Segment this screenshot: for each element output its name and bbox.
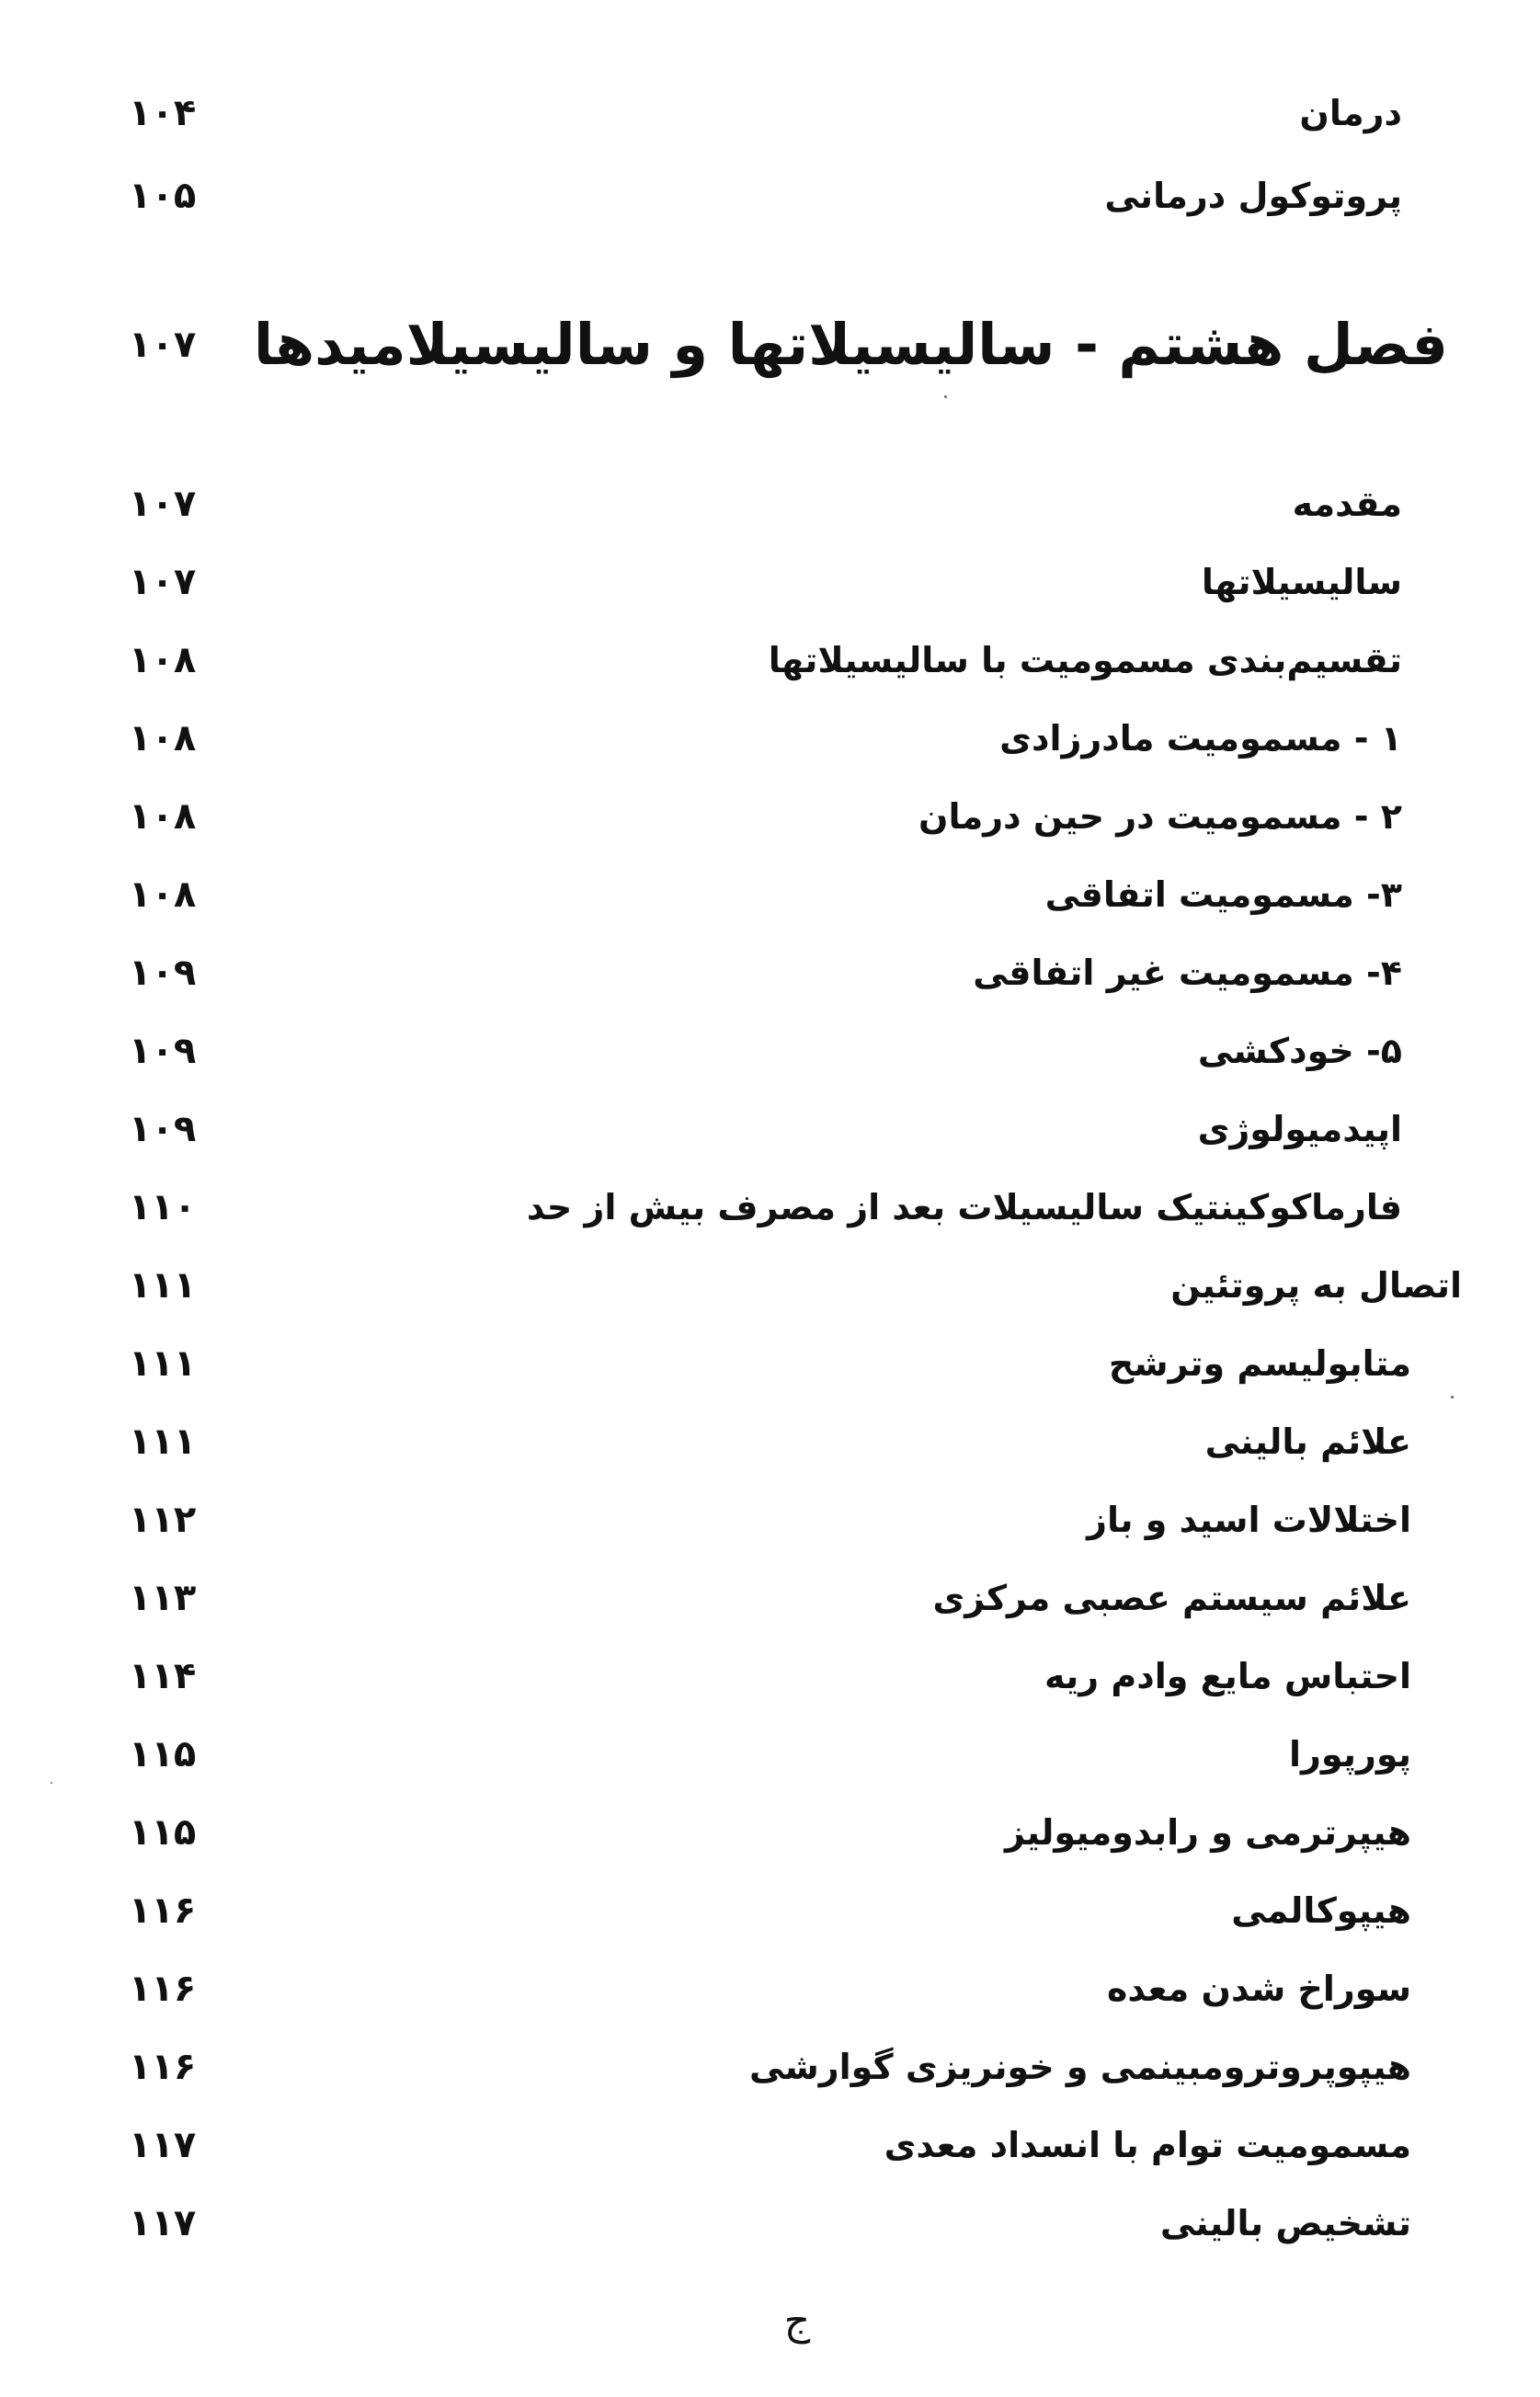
toc-entry-page: ۱۰۵ — [129, 175, 197, 217]
toc-entry — [0, 2191, 1540, 2255]
page-folio: ج — [783, 2298, 811, 2345]
toc-entry-title: علائم سیستم عصبی مرکزی — [932, 1578, 1411, 1618]
toc-entry-title: احتباس مایع وادم ریه — [1044, 1656, 1411, 1696]
toc-entry-page: ۱۰۹ — [129, 1108, 197, 1150]
toc-entry-title: ۲ - مسمومیت در حین درمان — [918, 796, 1402, 837]
toc-entry-page: ۱۰۸ — [129, 795, 197, 838]
toc-entry — [0, 784, 1540, 849]
toc-entry — [0, 1722, 1540, 1786]
toc-entry-page: ۱۱۶ — [129, 2046, 197, 2088]
toc-entry-page: ۱۱۱ — [129, 1264, 197, 1307]
toc-entry — [0, 1410, 1540, 1474]
toc-entry — [0, 2035, 1540, 2099]
toc-entry-page: ۱۱۴ — [129, 1655, 197, 1697]
scan-speck — [1451, 1396, 1454, 1398]
toc-entry-title: هیپوکالمی — [1231, 1890, 1411, 1931]
toc-entry — [0, 472, 1540, 536]
toc-entry — [0, 81, 1540, 145]
toc-entry-title: اختلالات اسید و باز — [1087, 1500, 1411, 1540]
toc-entry-title: هیپوپروترومبینمی و خونریزی گوارشی — [748, 2047, 1411, 2087]
toc-entry-title: پورپورا — [1289, 1734, 1411, 1775]
toc-entry — [0, 1331, 1540, 1396]
toc-entry-title: ۴- مسمومیت غیر اتفاقی — [973, 953, 1402, 993]
toc-entry-page: ۱۰۹ — [129, 952, 197, 994]
toc-entry-page: ۱۱۷ — [129, 2124, 197, 2166]
toc-entry — [0, 1019, 1540, 1083]
toc-entry — [0, 1800, 1540, 1865]
toc-entry-page: ۱۱۵ — [129, 1733, 197, 1775]
toc-entry — [0, 164, 1540, 228]
chapter-heading — [0, 294, 1540, 395]
toc-entry-title: درمان — [1299, 93, 1402, 133]
scan-speck — [51, 1782, 52, 1784]
chapter-title: فصل هشتم - سالیسیلاتها و سالیسیلامیدها — [253, 311, 1448, 378]
toc-entry — [0, 1957, 1540, 2021]
toc-entry-title: فارماکوکینتیک سالیسیلات بعد از مصرف بیش از حد — [526, 1187, 1402, 1227]
toc-entry — [0, 1644, 1540, 1708]
toc-entry-title: متابولیسم وترشح — [1108, 1343, 1411, 1384]
toc-entry-page: ۱۰۹ — [129, 1030, 197, 1072]
toc-entry-title: اتصال به پروتئین — [1170, 1265, 1462, 1306]
toc-entry-page: ۱۱۵ — [129, 1811, 197, 1854]
toc-entry-page: ۱۱۶ — [129, 1968, 197, 2010]
toc-entry-title: تشخیص بالینی — [1159, 2203, 1411, 2243]
scan-speck — [944, 395, 947, 398]
toc-entry-page: ۱۱۱ — [129, 1421, 197, 1463]
toc-entry-title: مسمومیت توام با انسداد معدی — [884, 2125, 1411, 2165]
toc-entry-title: اپیدمیولوژی — [1197, 1109, 1402, 1149]
toc-entry-title: علائم بالینی — [1204, 1421, 1411, 1462]
toc-entry-title: تقسیم‌بندی مسمومیت با سالیسیلاتها — [768, 640, 1402, 680]
toc-entry-page: ۱۱۶ — [129, 1889, 197, 1932]
toc-entry — [0, 941, 1540, 1005]
toc-entry — [0, 1566, 1540, 1630]
toc-entry-title: ۱ - مسمومیت مادرزادی — [999, 718, 1402, 759]
toc-entry-page: ۱۰۸ — [129, 873, 197, 916]
toc-entry-page: ۱۱۷ — [129, 2202, 197, 2244]
toc-entry-title: ۵- خودکشی — [1197, 1031, 1402, 1071]
toc-entry-title: سالیسیلاتها — [1201, 562, 1402, 602]
toc-entry-page: ۱۰۸ — [129, 717, 197, 759]
toc-entry — [0, 628, 1540, 692]
toc-entry — [0, 2113, 1540, 2177]
toc-entry — [0, 1253, 1540, 1318]
chapter-page: ۱۰۷ — [129, 324, 197, 366]
toc-entry-title: ۳- مسمومیت اتفاقی — [1044, 874, 1402, 915]
toc-entry-page: ۱۰۴ — [129, 92, 197, 134]
toc-entry — [0, 1488, 1540, 1552]
toc-entry — [0, 1878, 1540, 1943]
toc-entry-title: هیپرترمی و رابدومیولیز — [1005, 1812, 1411, 1853]
toc-entry-page: ۱۱۲ — [129, 1499, 197, 1541]
toc-entry-title: سوراخ شدن معده — [1106, 1969, 1411, 2009]
toc-entry-page: ۱۰۸ — [129, 639, 197, 681]
toc-entry-page: ۱۱۳ — [129, 1577, 197, 1619]
toc-entry — [0, 1175, 1540, 1239]
toc-entry-page: ۱۰۷ — [129, 561, 197, 603]
toc-entry — [0, 550, 1540, 614]
toc-entry-title: پروتوکول درمانی — [1104, 176, 1402, 216]
toc-entry — [0, 1097, 1540, 1161]
toc-entry — [0, 862, 1540, 927]
toc-entry-page: ۱۱۰ — [129, 1186, 197, 1228]
toc-entry — [0, 706, 1540, 770]
toc-entry-page: ۱۱۱ — [129, 1342, 197, 1385]
toc-entry-title: مقدمه — [1292, 484, 1402, 524]
toc-entry-page: ۱۰۷ — [129, 483, 197, 525]
